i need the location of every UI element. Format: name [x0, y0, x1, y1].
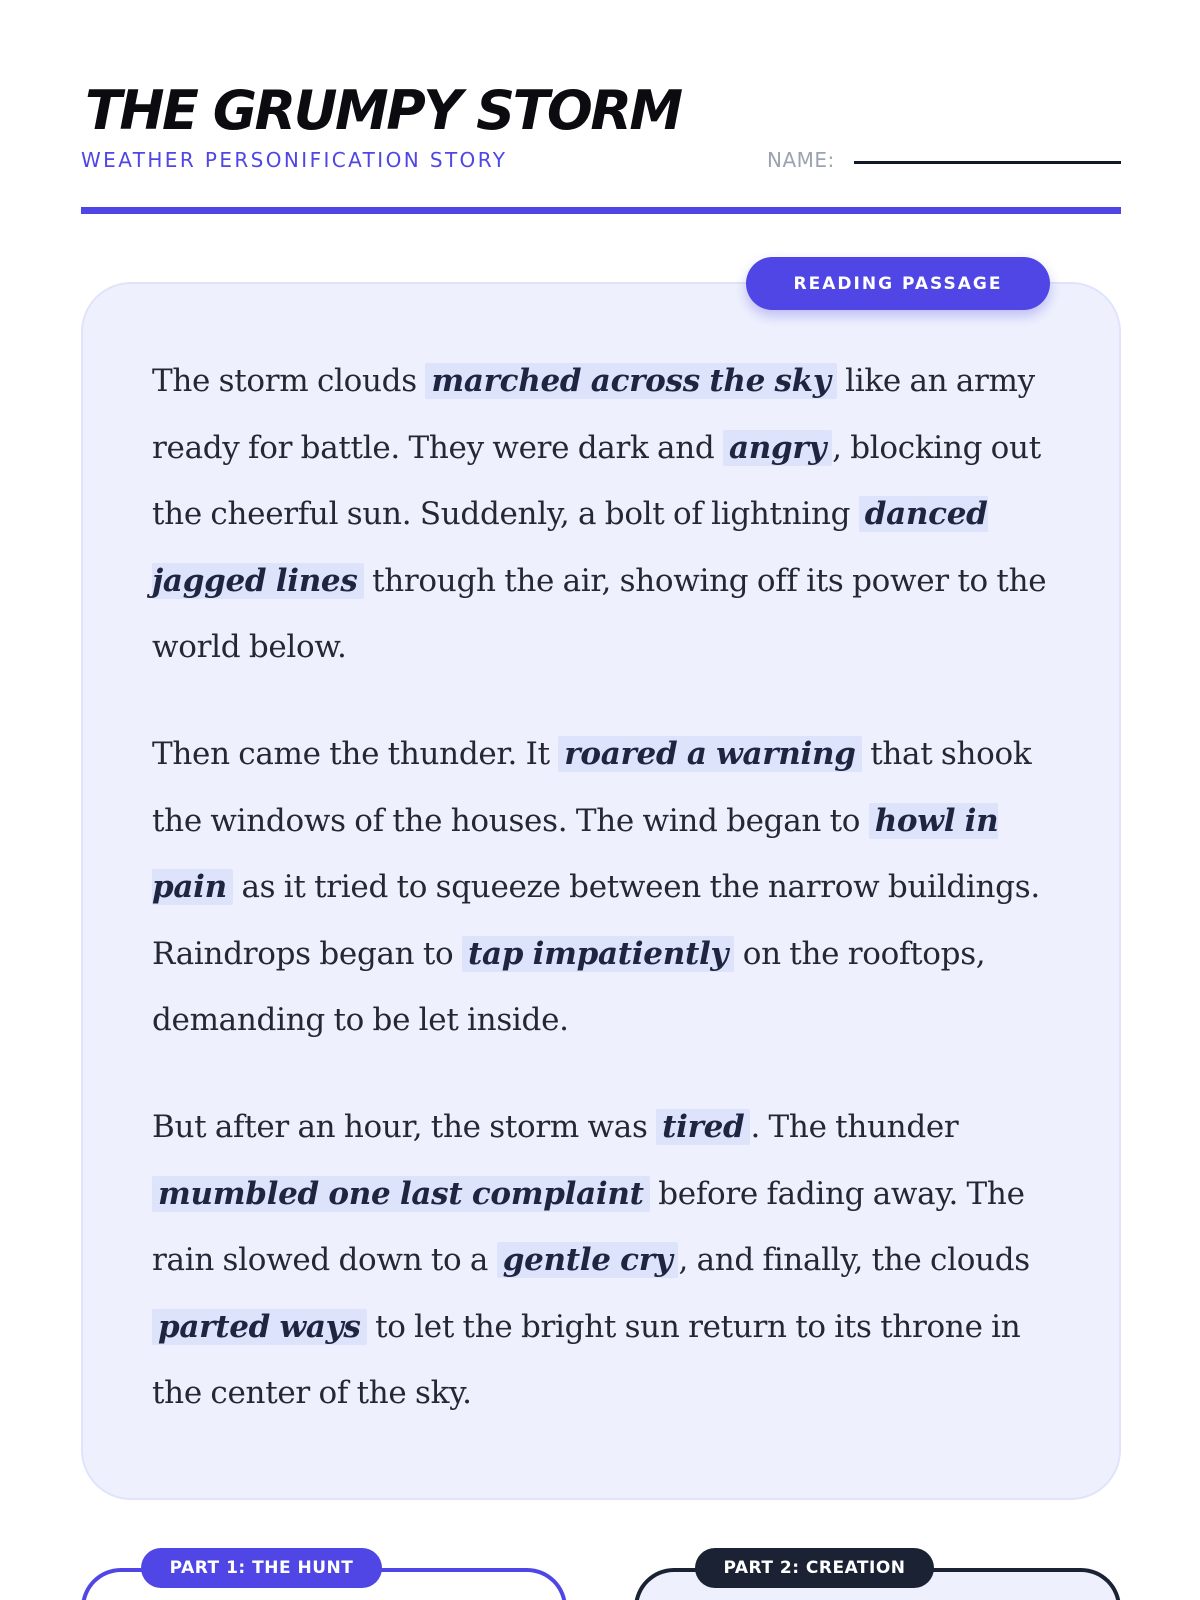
- passage-text-segment: on the rooftops, demanding to be let inside.: [152, 935, 986, 1039]
- page-subtitle: WEATHER PERSONIFICATION STORY: [81, 148, 508, 172]
- passage-text-segment: through the air, showing off its power to the world below.: [152, 562, 1047, 666]
- name-label: NAME:: [767, 148, 835, 172]
- part2-badge: PART 2: CREATION: [695, 1548, 934, 1588]
- name-write-line: [854, 161, 1121, 164]
- personification-phrase: danced jagged lines: [152, 496, 988, 599]
- passage-text-segment: , and finally, the clouds: [678, 1242, 1030, 1279]
- passage-paragraph: [152, 721, 1072, 1054]
- personification-phrase: parted ways: [152, 1309, 367, 1345]
- personification-phrase: angry: [723, 430, 832, 466]
- personification-phrase: tap impatiently: [462, 936, 734, 972]
- passage-text-segment: to let the bright sun return to its throne in the center of the sky.: [152, 1308, 1021, 1412]
- passage-paragraph: [152, 348, 1072, 681]
- passage-paragraph: [152, 1094, 1072, 1427]
- personification-phrase: tired: [656, 1109, 750, 1145]
- personification-phrase: gentle cry: [497, 1242, 679, 1278]
- reading-passage-card: [81, 282, 1121, 1500]
- part1-badge: PART 1: THE HUNT: [141, 1548, 382, 1588]
- passage-text-segment: , blocking out the cheerful sun. Suddenly, a bolt of lightning: [152, 429, 1041, 533]
- reading-passage-badge: READING PASSAGE: [746, 257, 1050, 310]
- page-title: THE GRUMPY STORM: [85, 79, 681, 142]
- passage-text-segment: But after an hour, the storm was: [152, 1108, 657, 1145]
- passage-text-segment: that shook the windows of the houses. The wind began to: [152, 735, 1032, 839]
- passage-text-segment: like an army ready for battle. They were dark and: [152, 363, 1035, 466]
- personification-phrase: howl in pain: [152, 802, 999, 906]
- passage-text: [152, 348, 1072, 1427]
- passage-text-segment: The storm clouds: [152, 363, 426, 399]
- header-divider: [81, 207, 1121, 214]
- passage-text-segment: before fading away. The rain slowed down to a: [152, 1175, 1025, 1279]
- personification-phrase: mumbled one last complaint: [152, 1176, 650, 1212]
- passage-text-segment: . The thunder: [750, 1108, 959, 1145]
- passage-text-segment: as it tried to squeeze between the narrow buildings. Raindrops began to: [152, 869, 1040, 972]
- personification-phrase: marched across the sky: [425, 363, 836, 399]
- passage-text-segment: Then came the thunder. It: [152, 735, 559, 772]
- worksheet-header: [81, 78, 1121, 214]
- personification-phrase: roared a warning: [558, 736, 861, 772]
